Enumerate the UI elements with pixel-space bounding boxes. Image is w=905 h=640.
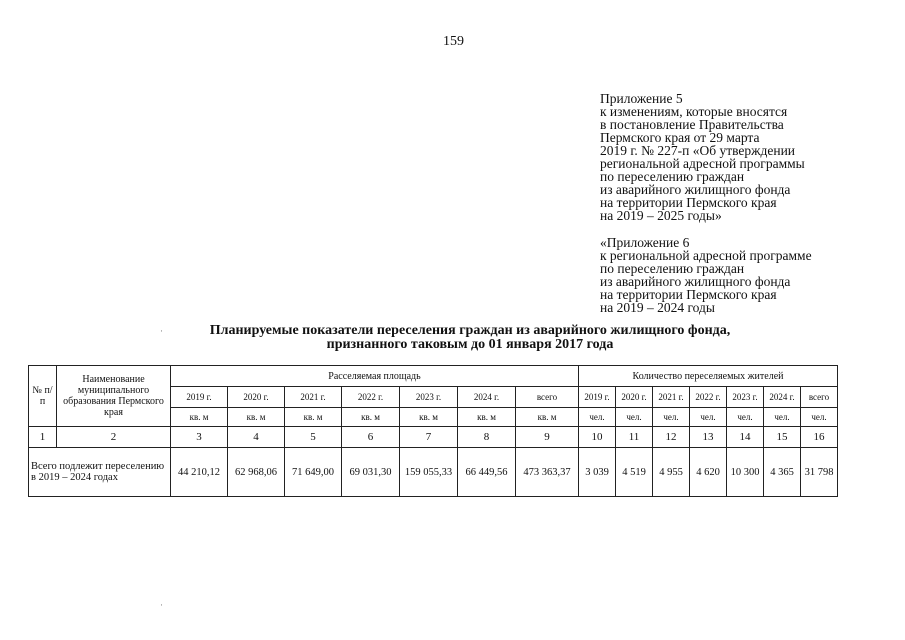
people-value: 3 039 xyxy=(579,448,616,497)
year-cell: 2022 г. xyxy=(690,387,727,408)
people-value: 4 519 xyxy=(616,448,653,497)
unit-cell: кв. м xyxy=(171,408,228,427)
people-value: 4 955 xyxy=(653,448,690,497)
year-cell: 2019 г. xyxy=(579,387,616,408)
annex-6-header xyxy=(600,236,812,314)
annex-6-line: на территории Пермского края xyxy=(600,287,777,302)
scan-speck: · xyxy=(160,326,163,336)
column-number: 6 xyxy=(342,427,400,448)
year-cell: 2023 г. xyxy=(400,387,458,408)
unit-cell: чел. xyxy=(764,408,801,427)
area-total: 473 363,37 xyxy=(516,448,579,497)
column-number: 14 xyxy=(727,427,764,448)
area-value: 62 968,06 xyxy=(228,448,285,497)
area-value: 71 649,00 xyxy=(285,448,342,497)
resettlement-table xyxy=(28,365,838,497)
year-cell: 2024 г. xyxy=(458,387,516,408)
year-cell: 2023 г. xyxy=(727,387,764,408)
annex-6-line: из аварийного жилищного фонда xyxy=(600,274,791,289)
unit-cell: чел. xyxy=(653,408,690,427)
column-number: 2 xyxy=(57,427,171,448)
people-value: 10 300 xyxy=(727,448,764,497)
column-number: 10 xyxy=(579,427,616,448)
people-value: 4 365 xyxy=(764,448,801,497)
column-number-row xyxy=(29,427,838,448)
year-cell: всего xyxy=(516,387,579,408)
area-value: 69 031,30 xyxy=(342,448,400,497)
people-value: 4 620 xyxy=(690,448,727,497)
page-number: 159 xyxy=(443,34,464,49)
column-number: 3 xyxy=(171,427,228,448)
total-row xyxy=(29,448,838,497)
unit-cell: кв. м xyxy=(458,408,516,427)
year-cell: 2020 г. xyxy=(228,387,285,408)
column-number: 1 xyxy=(29,427,57,448)
title-line-2: признанного таковым до 01 января 2017 года xyxy=(326,337,614,352)
unit-cell: кв. м xyxy=(342,408,400,427)
annex-6-line: к региональной адресной программе xyxy=(600,248,812,263)
header-municipality: Наименование муниципального образования Пермского края xyxy=(57,366,171,427)
header-row-groups xyxy=(29,366,838,387)
unit-cell: чел. xyxy=(690,408,727,427)
unit-cell: кв. м xyxy=(228,408,285,427)
year-cell: 2021 г. xyxy=(653,387,690,408)
column-number: 12 xyxy=(653,427,690,448)
annex-6-line: на 2019 – 2024 годы xyxy=(600,300,715,315)
unit-cell: чел. xyxy=(727,408,764,427)
annex-5-line: на территории Пермского края xyxy=(600,195,777,210)
unit-cell: кв. м xyxy=(285,408,342,427)
annex-5-line: Пермского края от 29 марта xyxy=(600,130,760,145)
column-number: 4 xyxy=(228,427,285,448)
annex-5-line: в постановление Правительства xyxy=(600,117,784,132)
annex-6-line: «Приложение 6 xyxy=(600,235,690,250)
header-people-group: Количество переселяемых жителей xyxy=(579,366,838,387)
unit-cell: кв. м xyxy=(400,408,458,427)
scan-speck: · xyxy=(160,600,163,610)
total-label: Всего подлежит переселению в 2019 – 2024 годах xyxy=(29,448,171,497)
column-number: 8 xyxy=(458,427,516,448)
year-cell: 2020 г. xyxy=(616,387,653,408)
year-cell: 2021 г. xyxy=(285,387,342,408)
column-number: 11 xyxy=(616,427,653,448)
unit-cell: чел. xyxy=(579,408,616,427)
area-value: 66 449,56 xyxy=(458,448,516,497)
annex-5-line: региональной адресной программы xyxy=(600,156,805,171)
annex-5-line: 2019 г. № 227-п «Об утверждении xyxy=(600,143,796,158)
annex-5-line: Приложение 5 xyxy=(600,91,683,106)
column-number: 13 xyxy=(690,427,727,448)
people-total: 31 798 xyxy=(801,448,838,497)
unit-cell: чел. xyxy=(616,408,653,427)
document-title xyxy=(150,324,790,352)
annex-6-line: по переселению граждан xyxy=(600,261,745,276)
column-number: 5 xyxy=(285,427,342,448)
annex-5-header xyxy=(600,92,805,222)
title-line-1: Планируемые показатели переселения граждан из аварийного жилищного фонда, xyxy=(209,323,731,338)
column-number: 16 xyxy=(801,427,838,448)
header-area-group: Расселяемая площадь xyxy=(171,366,579,387)
year-cell: 2022 г. xyxy=(342,387,400,408)
column-number: 15 xyxy=(764,427,801,448)
area-value: 159 055,33 xyxy=(400,448,458,497)
header-number: № п/п xyxy=(29,366,57,427)
annex-5-line: к изменениям, которые вносятся xyxy=(600,104,788,119)
annex-5-line: на 2019 – 2025 годы» xyxy=(600,208,722,223)
annex-5-line: из аварийного жилищного фонда xyxy=(600,182,791,197)
year-cell: всего xyxy=(801,387,838,408)
area-value: 44 210,12 xyxy=(171,448,228,497)
year-cell: 2024 г. xyxy=(764,387,801,408)
column-number: 9 xyxy=(516,427,579,448)
unit-cell: кв. м xyxy=(516,408,579,427)
annex-5-line: по переселению граждан xyxy=(600,169,745,184)
column-number: 7 xyxy=(400,427,458,448)
unit-cell: чел. xyxy=(801,408,838,427)
year-cell: 2019 г. xyxy=(171,387,228,408)
